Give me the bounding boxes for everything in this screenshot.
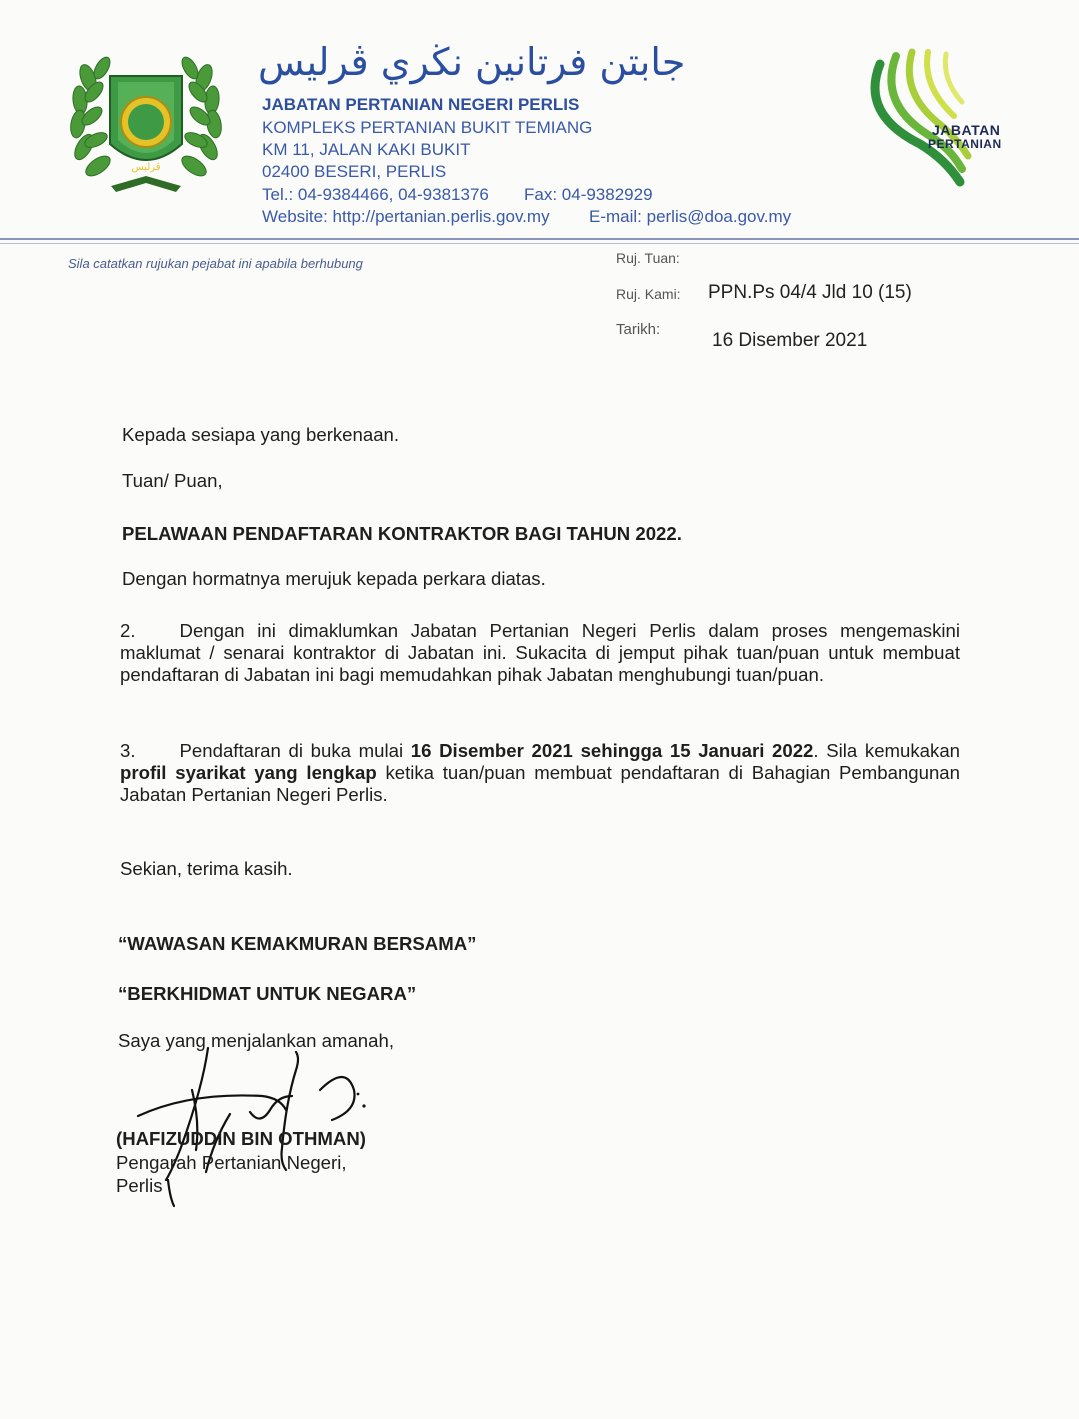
reference-note: Sila catatkan rujukan pejabat ini apabila berhubung <box>68 256 363 271</box>
website-link[interactable]: Website: http://pertanian.perlis.gov.my <box>262 207 550 226</box>
paragraph-3-number: 3. <box>120 740 136 761</box>
tarikh-label: Tarikh: <box>616 321 661 338</box>
ruj-kami-value: PPN.Ps 04/4 Jld 10 (15) <box>708 282 912 303</box>
motto-wawasan: “WAWASAN KEMAKMURAN BERSAMA” <box>118 933 477 954</box>
department-jawi-name: جابتن فرتانين نڬري ڤرليس <box>258 40 686 84</box>
department-name: JABATAN PERTANIAN NEGERI PERLIS <box>262 95 580 114</box>
logo-text-pertanian: PERTANIAN <box>928 137 1002 151</box>
paragraph-3-text-b: . Sila kemukakan <box>813 740 961 761</box>
header-divider-thin <box>0 243 1079 244</box>
signatory-title: Pengarah Pertanian Negeri, <box>116 1152 347 1173</box>
email-link[interactable]: E-mail: perlis@doa.gov.my <box>589 207 792 226</box>
opening-line: Dengan hormatnya merujuk kepada perkara diatas. <box>122 568 546 589</box>
motto-berkhidmat: “BERKHIDMAT UNTUK NEGARA” <box>118 983 417 1004</box>
paragraph-2 <box>120 620 960 686</box>
header-divider <box>0 238 1079 240</box>
logo-text-jabatan: JABATAN <box>932 122 1001 138</box>
signatory-name: (HAFIZUDDIN BIN OTHMAN) <box>116 1128 366 1149</box>
jabatan-pertanian-logo <box>850 44 1020 189</box>
closing-line: Sekian, terima kasih. <box>120 858 293 879</box>
signoff-line: Saya yang menjalankan amanah, <box>118 1030 394 1051</box>
paragraph-2-text: Dengan ini dimaklumkan Jabatan Pertanian Negeri Perlis dalam proses mengemaskini maklumat / senarai kontraktor di Jabatan ini. Sukacita di jemput pihak tuan/puan untuk membuat pendaftaran di Jabatan ini bagi memudahkan pihak Jabatan menghubungi tuan/puan. <box>120 620 960 685</box>
registration-dates: 16 Disember 2021 sehingga 15 Januari 2022 <box>410 740 814 761</box>
ruj-tuan-label: Ruj. Tuan: <box>616 250 680 266</box>
addressee-line: Kepada sesiapa yang berkenaan. <box>122 424 400 445</box>
address-line-2: KM 11, JALAN KAKI BUKIT <box>262 140 471 159</box>
ruj-kami-label: Ruj. Kami: <box>616 286 681 302</box>
fax-number: Fax: 04-9382929 <box>524 185 653 204</box>
state-crest-logo <box>66 48 226 198</box>
phone-numbers: Tel.: 04-9384466, 04-9381376 <box>262 185 489 204</box>
salutation: Tuan/ Puan, <box>122 470 223 491</box>
address-line-3: 02400 BESERI, PERLIS <box>262 162 447 181</box>
signatory-state: Perlis <box>116 1175 163 1196</box>
address-line-1: KOMPLEKS PERTANIAN BUKIT TEMIANG <box>262 118 593 137</box>
paragraph-3 <box>120 740 960 806</box>
crest-emblem-text: ڤرليس <box>131 162 161 173</box>
letter-subject: PELAWAAN PENDAFTARAN KONTRAKTOR BAGI TAHUN 2022. <box>122 523 682 544</box>
paragraph-3-text-c: ketika tuan/puan membuat pendaftaran di Bahagian Pembangunan Jabatan Pertanian Negeri Perlis. <box>120 762 960 805</box>
paragraph-3-text-a: Pendaftaran di buka mulai <box>179 740 404 761</box>
paragraph-2-number: 2. <box>120 620 136 641</box>
required-profile: profil syarikat yang lengkap <box>120 762 377 783</box>
tarikh-value: 16 Disember 2021 <box>712 330 868 351</box>
